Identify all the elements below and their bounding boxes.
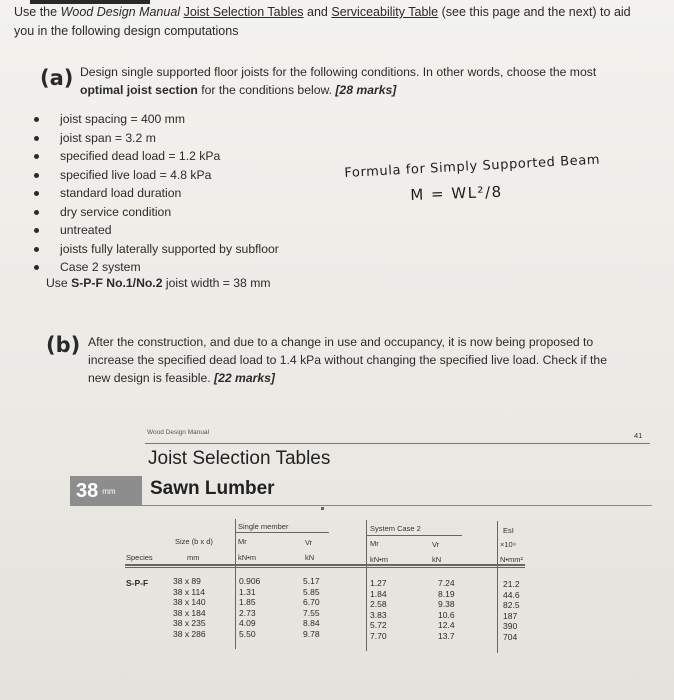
bullet-icon	[34, 265, 39, 270]
column-rule	[235, 519, 236, 649]
table-cell: 38 x 235	[173, 618, 206, 629]
table-cell: 6.70	[303, 597, 320, 608]
table-cell: 82.5	[503, 600, 520, 611]
intro-text: Use the	[14, 5, 61, 19]
group-rule	[235, 532, 329, 533]
list-item: specified dead load = 1.2 kPa	[24, 147, 279, 166]
conditions-list	[24, 110, 279, 277]
vr-system-column	[438, 578, 455, 642]
mr-system-column	[370, 578, 387, 642]
bullet-icon	[34, 228, 39, 233]
bullet-icon	[34, 173, 39, 178]
table-title: Joist Selection Tables	[148, 448, 331, 469]
table-cell: 5.85	[303, 586, 320, 597]
intro-line-2: you in the following design computations	[14, 24, 239, 38]
header-vr-system: Vr	[432, 540, 440, 549]
esi-column	[503, 579, 520, 643]
header-vr-single: Vr	[305, 538, 313, 547]
table-cell: 38 x 89	[173, 576, 201, 586]
list-item: untreated	[24, 221, 279, 240]
list-item: joist spacing = 400 mm	[24, 110, 279, 129]
thickness-tab: 38 mm	[70, 476, 142, 506]
list-item: dry service condition	[24, 203, 279, 222]
header-system-case: System Case 2	[370, 524, 421, 533]
part-a-label: (a)	[40, 66, 74, 90]
table-cell: 7.55	[303, 607, 320, 618]
group-rule	[366, 535, 462, 536]
part-a-line-2: optimal joist section for the conditions below. [28 marks]	[80, 83, 397, 97]
list-item: joists fully laterally supported by subfloor	[24, 240, 279, 259]
header-rule	[145, 443, 650, 444]
list-item: joist span = 3.2 m	[24, 129, 279, 148]
part-b-line-3: new design is feasible. [22 marks]	[88, 371, 275, 385]
header-size: Size (b x d)	[175, 537, 213, 546]
material-spec: Use S-P-F No.1/No.2 joist width = 38 mm	[46, 276, 271, 290]
bullet-icon	[34, 154, 39, 159]
bullet-icon	[34, 117, 39, 122]
table-cell: 5.50	[239, 628, 256, 639]
table-cell: 13.7	[438, 630, 455, 641]
bullet-icon	[34, 210, 39, 215]
part-a-line-1: Design single supported floor joists for the following conditions. In other words, choose the most	[80, 65, 597, 79]
bullet-icon	[34, 136, 39, 141]
table-cell: 5.72	[370, 620, 387, 631]
list-item: Case 2 system	[24, 258, 279, 277]
intro-paragraph: Use the Wood Design Manual Joist Selection Tables and Serviceability Table (see this page and the next) to aid you in the following design computations	[14, 5, 631, 38]
header-vr-single-unit: kN	[305, 553, 315, 562]
header-mr-single-unit: kN•m	[238, 553, 257, 562]
table-cell: 1.85	[239, 597, 256, 608]
column-rule	[366, 520, 367, 651]
table-cell: 5.17	[303, 576, 320, 586]
table-cell: 44.6	[503, 589, 520, 600]
header-body-rule	[125, 564, 525, 566]
vr-single-column	[303, 576, 320, 640]
header-body-rule	[125, 567, 525, 568]
joist-selection-tables-link[interactable]: Joist Selection Tables	[183, 5, 304, 19]
table-cell: 704	[503, 631, 518, 642]
serviceability-table-link[interactable]: Serviceability Table	[331, 5, 439, 19]
header-mr-single: Mr	[238, 537, 247, 546]
manual-name: Wood Design Manual	[60, 5, 181, 19]
handwritten-formula: M = WL²/8	[410, 182, 503, 204]
table-cell: 390	[503, 621, 518, 632]
part-b-line-1: After the construction, and due to a change in use and occupancy, it is now being proposed to	[88, 335, 594, 349]
list-item: specified live load = 4.8 kPa	[24, 166, 279, 185]
bullet-icon	[34, 247, 39, 252]
table-cell: 38 x 140	[173, 597, 206, 608]
table-subtitle: Sawn Lumber	[150, 478, 275, 499]
table-cell: 10.6	[438, 609, 455, 620]
header-species: Species	[126, 553, 153, 562]
table-cell: 12.4	[438, 620, 455, 631]
table-cell: 4.09	[239, 618, 256, 629]
mr-single-column	[239, 576, 260, 640]
table-cell: 9.38	[438, 599, 455, 610]
table-cell: 8.19	[438, 588, 455, 599]
header-esi-unit: N•mm²	[500, 555, 524, 564]
species-cell: S-P-F	[126, 578, 149, 588]
table-cell: 21.2	[503, 579, 520, 589]
header-vr-system-unit: kN	[432, 555, 442, 564]
header-single-member: Single member	[238, 522, 289, 531]
part-b-marks: [22 marks]	[214, 371, 275, 385]
column-rule	[497, 521, 498, 653]
header-esi: EsI	[503, 526, 514, 535]
table-cell: 9.78	[303, 628, 320, 639]
list-item: standard load duration	[24, 184, 279, 203]
bullet-icon	[34, 191, 39, 196]
header-size-unit: mm	[187, 553, 200, 562]
part-a-marks: [28 marks]	[335, 83, 397, 97]
table-cell: 1.84	[370, 588, 387, 599]
table-cell: 187	[503, 610, 518, 621]
page-number: 41	[634, 431, 643, 440]
table-cell: 38 x 184	[173, 607, 206, 618]
manual-running-header: Wood Design Manual	[147, 429, 210, 436]
table-cell: 2.58	[370, 599, 387, 610]
table-cell: 8.84	[303, 618, 320, 629]
part-b-line-2: increase the specified dead load to 1.4 kPa without changing the specified live load. Check if the	[88, 353, 607, 367]
handwritten-formula-title: Formula for Simply Supported Beam	[344, 152, 601, 181]
part-b-label: (b)	[46, 333, 81, 357]
table-cell: 1.31	[239, 586, 256, 597]
table-cell: 3.83	[370, 609, 387, 620]
table-cell: 7.24	[438, 578, 455, 588]
subtitle-rule	[142, 505, 652, 506]
table-cell: 2.73	[239, 607, 256, 618]
table-cell: 7.70	[370, 630, 387, 641]
table-cell: 0.906	[239, 576, 261, 586]
header-esi-scale: ×10⁹	[500, 540, 516, 549]
table-cell: 38 x 114	[173, 586, 205, 597]
header-mr-system: Mr	[370, 539, 379, 548]
table-cell: 1.27	[370, 578, 387, 588]
print-mark	[321, 507, 324, 510]
size-column	[173, 576, 206, 640]
table-cell: 38 x 286	[173, 628, 206, 639]
header-mr-system-unit: kN•m	[370, 555, 389, 564]
